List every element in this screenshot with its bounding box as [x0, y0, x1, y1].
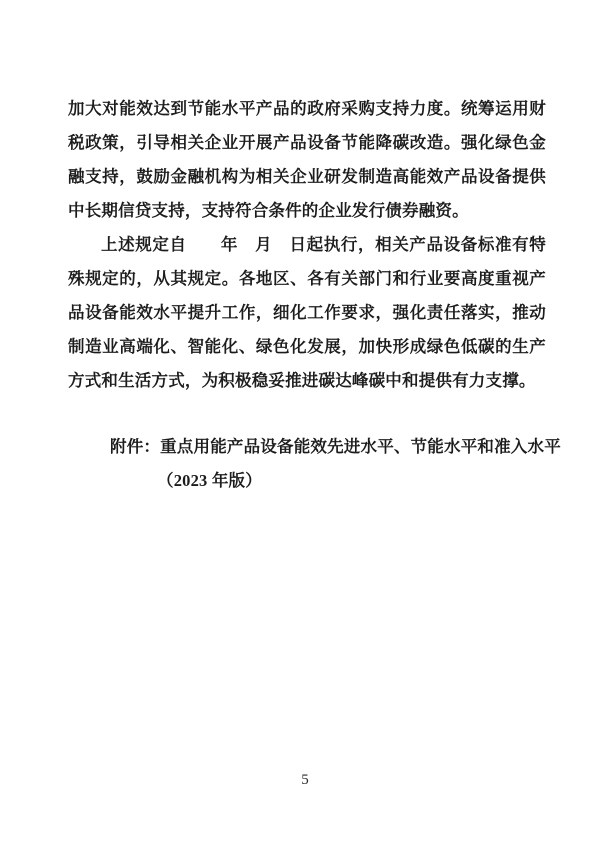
document-body: [68, 92, 561, 498]
attachment-label: 附件：: [110, 438, 161, 456]
attachment-title: 重点用能产品设备能效先进水平、节能水平和准入水平: [160, 438, 561, 456]
attachment-version: （2023 年版）: [157, 471, 262, 490]
paragraph-1: 加大对能效达到节能水平产品的政府采购支持力度。统筹运用财税政策，引导相关企业开展产品设备节能降碳改造。强化绿色金融支持，鼓励金融机构为相关企业研发制造高能效产品设备提供中长期信贷支持，支持符合条件的企业发行债券融资。: [68, 100, 546, 220]
page-number: 5: [301, 772, 309, 788]
attachment-title-line: [110, 430, 561, 464]
paragraph-2: 上述规定自 年 月 日起执行，相关产品设备标准有特殊规定的，从其规定。各地区、各有关部门和行业要高度重视产品设备能效水平提升工作，细化工作要求，强化责任落实，推动制造业高端化、智能化、绿色化发展，加快形成绿色低碳的生产方式和生活方式，为积极稳妥推进碳达峰碳中和提供有力支撑。: [68, 236, 546, 390]
attachment-block: [68, 430, 561, 498]
